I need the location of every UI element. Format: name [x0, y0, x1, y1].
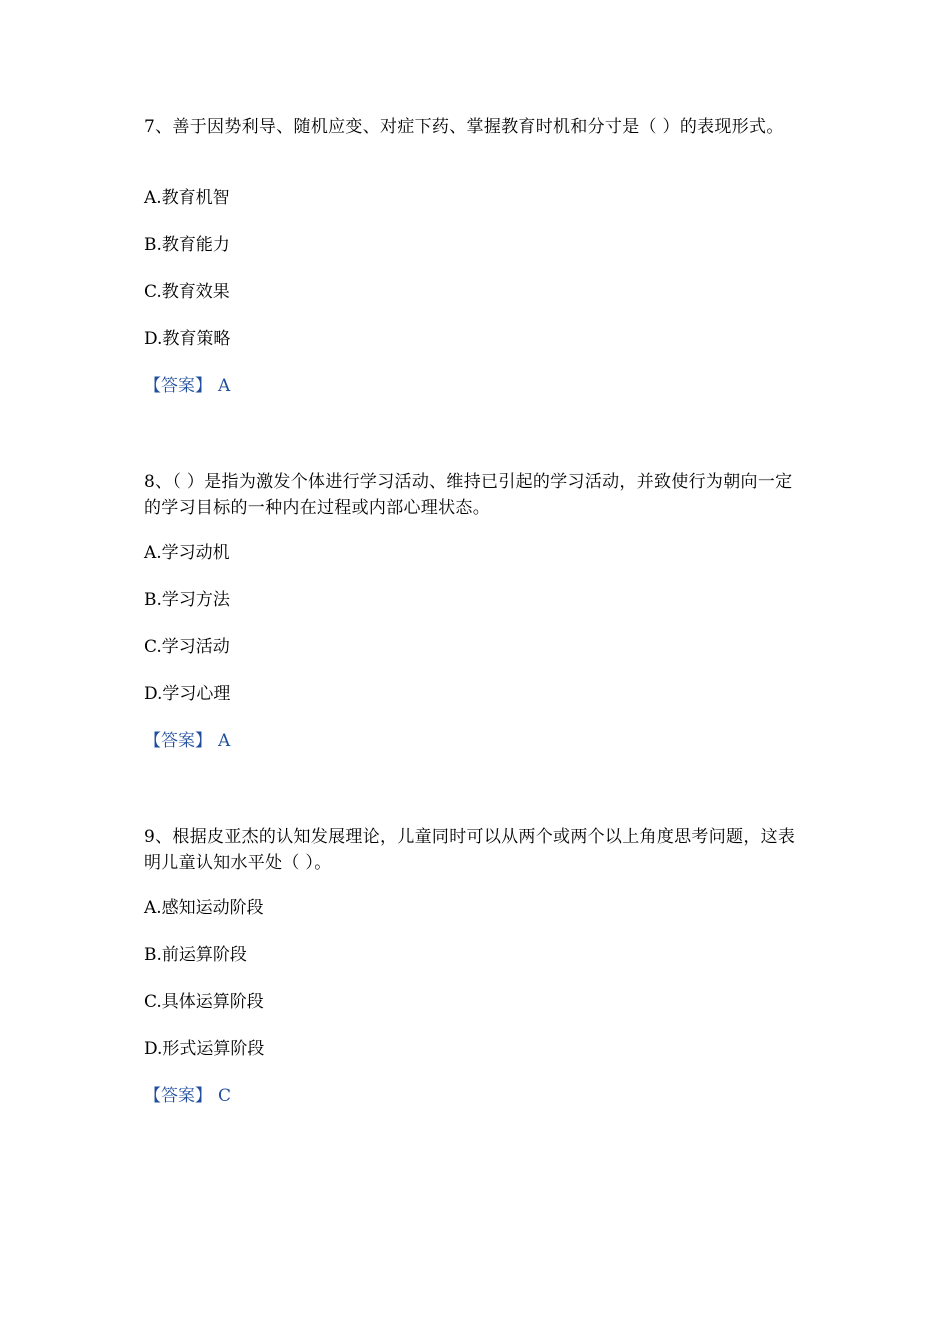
- option-b: B.学习方法: [144, 590, 230, 610]
- option-d: D.教育策略: [144, 329, 231, 349]
- option-b: B.前运算阶段: [144, 945, 247, 965]
- option-a: A.教育机智: [144, 188, 230, 208]
- answer-line: [144, 376, 230, 396]
- question-stem: 9、根据皮亚杰的认知发展理论，儿童同时可以从两个或两个以上角度思考问题，这表明儿童认知水平处（ ）。: [144, 827, 796, 873]
- answer-line: [144, 731, 230, 751]
- question-9: [144, 824, 808, 1106]
- question-stem: 7、善于因势利导、随机应变、对症下药、掌握教育时机和分寸是（ ）的表现形式。: [144, 117, 784, 137]
- answer-value: C: [218, 1086, 232, 1106]
- answer-label: 【答案】: [144, 1086, 212, 1106]
- option-b: B.教育能力: [144, 235, 230, 255]
- option-c: C.具体运算阶段: [144, 992, 264, 1012]
- option-a: A.感知运动阶段: [144, 898, 264, 918]
- question-7: [144, 114, 808, 396]
- question-8: [144, 469, 808, 751]
- answer-value: A: [218, 731, 231, 751]
- answer-line: [144, 1086, 231, 1106]
- option-d: D.学习心理: [144, 684, 231, 704]
- answer-value: A: [218, 376, 231, 396]
- option-d: D.形式运算阶段: [144, 1039, 265, 1059]
- option-c: C.学习活动: [144, 637, 230, 657]
- question-stem: 8、（ ）是指为激发个体进行学习活动、维持已引起的学习活动，并致使行为朝向一定的学习目标的一种内在过程或内部心理状态。: [144, 472, 793, 518]
- answer-label: 【答案】: [144, 376, 212, 396]
- answer-label: 【答案】: [144, 731, 212, 751]
- option-a: A.学习动机: [144, 543, 230, 563]
- option-c: C.教育效果: [144, 282, 230, 302]
